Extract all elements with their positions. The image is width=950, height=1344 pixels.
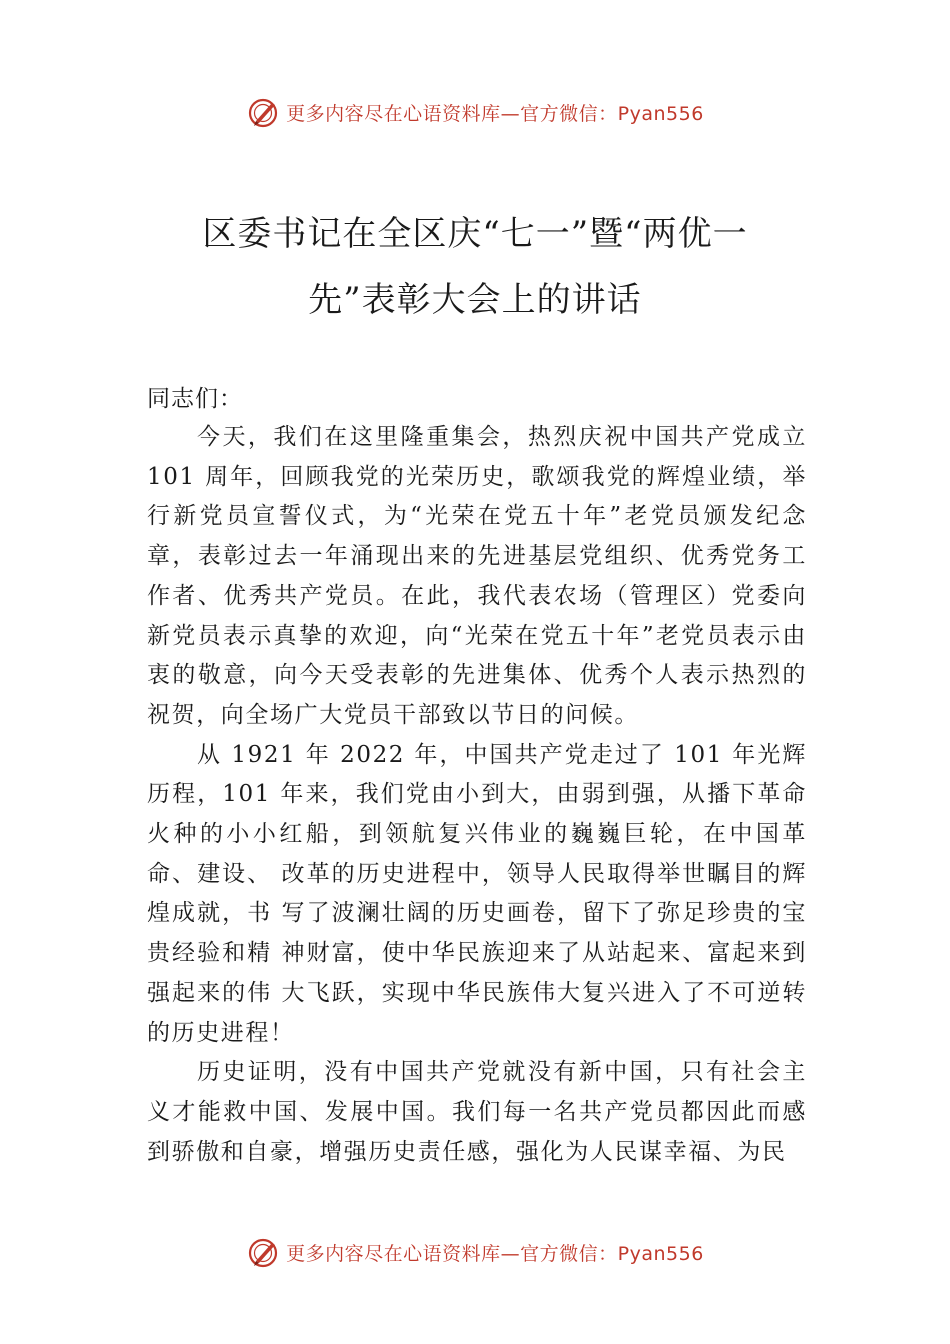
salutation: 同志们： xyxy=(147,386,243,412)
pen-seal-icon xyxy=(246,1235,280,1269)
pen-seal-icon xyxy=(246,95,280,129)
paragraph: 历史证明，没有中国共产党就没有新中国，只有社会主义才能救中国、发展中国。我们每一名共产党员都因此而感到骄傲和自豪，增强历史责任感，强化为人民谋幸福、为民 xyxy=(147,1059,807,1165)
watermark-text: 更多内容尽在心语资料库—官方微信：Pyan556 xyxy=(286,102,704,125)
speech-body xyxy=(147,418,807,1172)
document-title-line-1: 区委书记在全区庆“七一”暨“两优一 xyxy=(202,214,748,254)
watermark-text: 更多内容尽在心语资料库—官方微信：Pyan556 xyxy=(286,1242,704,1265)
footer-watermark-banner xyxy=(0,1232,950,1272)
header-watermark-banner xyxy=(0,92,950,132)
document-title-line-2: 先”表彰大会上的讲话 xyxy=(308,280,642,320)
paragraph: 从 1921 年 2022 年，中国共产党走过了 101 年光辉历程，101 年来，我们党由小到大，由弱到强，从播下革命火种的小小红船，到领航复兴伟业的巍巍巨轮，在中国革命、建设、 改革的历史进程中，领导人民取得举世瞩目的辉煌成就，书 写了波澜壮阔的历史画卷，留下了弥足珍贵的宝贵经验和精 神财富，使中华民族迎来了从站起来、富起来到强起来的伟 大飞跃，实现中华民族伟大复兴进入了不可逆转的历史进程！ xyxy=(147,741,807,1046)
paragraph: 今天，我们在这里隆重集会，热烈庆祝中国共产党成立101 周年，回顾我党的光荣历史，歌颂我党的辉煌业绩，举行新党员宣誓仪式，为“光荣在党五十年”老党员颁发纪念章，表彰过去一年涌现出来的先进基层党组织、优秀党务工作者、优秀共产党员。在此，我代表农场（管理区）党委向新党员表示真挚的欢迎，向“光荣在党五十年”老党员表示由衷的敬意，向今天受表彰的先进集体、优秀个人表示热烈的祝贺，向全场广大党员干部致以节日的问候。 xyxy=(147,424,807,728)
